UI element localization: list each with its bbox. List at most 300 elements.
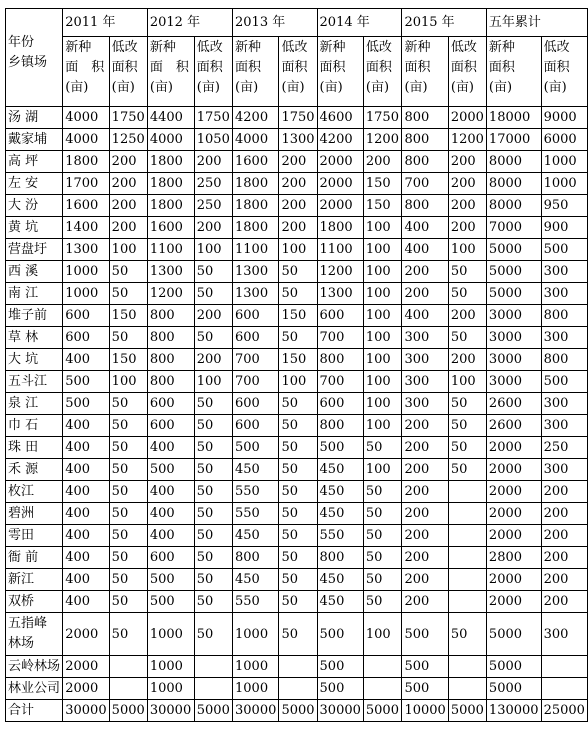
- low-area-cell: 1300: [279, 129, 317, 151]
- table-row: [6, 217, 588, 239]
- new-area-cell: 1000: [147, 613, 194, 656]
- new-area-cell: 200: [402, 569, 448, 591]
- low-area-cell: 200: [541, 569, 587, 591]
- new-area-cell: 30000: [233, 700, 279, 722]
- new-area-cell: 5000: [486, 656, 541, 678]
- low-area-cell: 200: [109, 151, 147, 173]
- low-area-cell: 50: [448, 393, 486, 415]
- low-area-cell: 50: [448, 327, 486, 349]
- new-area-cell: 400: [402, 239, 448, 261]
- low-area-cell: [448, 503, 486, 525]
- low-area-cell: 25000: [541, 700, 587, 722]
- low-area-cell: 200: [109, 217, 147, 239]
- table-row: [6, 393, 588, 415]
- new-area-cell: 600: [233, 415, 279, 437]
- new-area-cell: 400: [63, 503, 109, 525]
- low-area-cell: 200: [448, 173, 486, 195]
- new-area-cell: 2000: [486, 525, 541, 547]
- low-area-cell: 50: [279, 261, 317, 283]
- new-area-cell: 600: [63, 305, 109, 327]
- new-area-header-text: 新种 面 积 (亩): [65, 40, 105, 95]
- table-row: [6, 305, 588, 327]
- low-area-cell: 50: [109, 503, 147, 525]
- new-area-cell: 550: [317, 525, 363, 547]
- low-area-cell: [448, 656, 486, 678]
- table-row: [6, 503, 588, 525]
- new-area-cell: 500: [402, 656, 448, 678]
- new-area-cell: 700: [233, 349, 279, 371]
- new-area-cell: 200: [402, 261, 448, 283]
- low-area-cell: 100: [363, 613, 402, 656]
- low-area-cell: 50: [279, 393, 317, 415]
- town-name-cell: 巾 石: [6, 415, 63, 437]
- new-area-cell: 1100: [233, 239, 279, 261]
- table-row: [6, 195, 588, 217]
- new-area-cell: 2000: [486, 459, 541, 481]
- town-name-cell: 合计: [6, 700, 63, 722]
- new-area-header: [233, 37, 279, 107]
- new-area-cell: 700: [317, 327, 363, 349]
- new-area-header: [63, 37, 109, 107]
- town-name-cell: 左 安: [6, 173, 63, 195]
- table-row: [6, 591, 588, 613]
- low-area-cell: 50: [363, 503, 402, 525]
- new-area-cell: 2000: [317, 195, 363, 217]
- new-area-cell: 700: [233, 371, 279, 393]
- town-name-cell: 西 溪: [6, 261, 63, 283]
- new-area-cell: 800: [147, 327, 194, 349]
- new-area-cell: 450: [317, 481, 363, 503]
- new-area-cell: 800: [147, 371, 194, 393]
- new-area-cell: 2600: [486, 393, 541, 415]
- low-area-cell: 50: [194, 613, 232, 656]
- new-area-cell: 30000: [317, 700, 363, 722]
- low-area-cell: 250: [194, 195, 232, 217]
- low-area-cell: 50: [194, 283, 232, 305]
- low-area-cell: 500: [541, 371, 587, 393]
- new-area-cell: 30000: [63, 700, 109, 722]
- new-area-cell: 4000: [147, 129, 194, 151]
- low-area-cell: 100: [109, 371, 147, 393]
- low-area-header-text: 低改 面积 (亩): [450, 40, 477, 95]
- low-area-cell: 300: [541, 261, 587, 283]
- low-area-cell: 1250: [109, 129, 147, 151]
- low-area-cell: 800: [541, 349, 587, 371]
- new-area-cell: 5000: [486, 678, 541, 700]
- new-area-header-text: 新种 面积 (亩): [404, 40, 431, 95]
- new-area-cell: 400: [402, 305, 448, 327]
- table-row: [6, 678, 588, 700]
- new-area-cell: 400: [63, 569, 109, 591]
- new-area-cell: 1000: [147, 656, 194, 678]
- low-area-cell: 500: [541, 239, 587, 261]
- new-area-cell: 8000: [486, 173, 541, 195]
- low-area-cell: 50: [109, 437, 147, 459]
- new-area-cell: 450: [233, 569, 279, 591]
- new-area-cell: 5000: [486, 261, 541, 283]
- town-name-cell: 珠 田: [6, 437, 63, 459]
- low-area-cell: 5000: [363, 700, 402, 722]
- low-area-cell: 5000: [448, 700, 486, 722]
- new-area-cell: 4200: [317, 129, 363, 151]
- table-row: [6, 283, 588, 305]
- new-area-cell: 800: [317, 547, 363, 569]
- new-area-cell: 1800: [233, 195, 279, 217]
- low-area-cell: 200: [448, 151, 486, 173]
- low-area-cell: [448, 678, 486, 700]
- low-area-cell: [448, 591, 486, 613]
- table-row: [6, 569, 588, 591]
- town-name-cell: 南 江: [6, 283, 63, 305]
- low-area-cell: 100: [363, 305, 402, 327]
- table-row: [6, 459, 588, 481]
- new-area-cell: 600: [233, 305, 279, 327]
- low-area-cell: 200: [541, 547, 587, 569]
- new-area-cell: 450: [317, 569, 363, 591]
- new-area-cell: 200: [402, 459, 448, 481]
- new-area-cell: 300: [402, 327, 448, 349]
- low-area-cell: 5000: [109, 700, 147, 722]
- low-area-cell: 50: [109, 569, 147, 591]
- table-row: [6, 525, 588, 547]
- new-area-cell: 800: [402, 129, 448, 151]
- year-2012-header: 2012 年: [147, 9, 232, 37]
- low-area-cell: 200: [194, 217, 232, 239]
- new-area-cell: 200: [402, 503, 448, 525]
- low-area-cell: 50: [109, 481, 147, 503]
- new-area-cell: 400: [147, 437, 194, 459]
- town-name-cell: 衙 前: [6, 547, 63, 569]
- table-row: [6, 700, 588, 722]
- table-body: [6, 107, 588, 722]
- low-area-cell: 50: [109, 261, 147, 283]
- low-area-cell: 100: [363, 371, 402, 393]
- new-area-cell: 400: [63, 525, 109, 547]
- town-name-cell: 草 林: [6, 327, 63, 349]
- new-area-header: [486, 37, 541, 107]
- town-name-cell: 枚江: [6, 481, 63, 503]
- low-area-cell: 50: [194, 393, 232, 415]
- low-area-cell: 50: [363, 481, 402, 503]
- low-area-cell: 50: [363, 591, 402, 613]
- low-area-cell: 50: [194, 503, 232, 525]
- new-area-cell: 1000: [233, 656, 279, 678]
- low-area-cell: 1050: [194, 129, 232, 151]
- new-area-cell: 5000: [486, 613, 541, 656]
- year-2013-header: 2013 年: [233, 9, 318, 37]
- low-area-cell: 2000: [448, 107, 486, 129]
- new-area-header-text: 新种 面 积 (亩): [149, 40, 189, 95]
- new-area-cell: 4600: [317, 107, 363, 129]
- new-area-cell: 1700: [63, 173, 109, 195]
- new-area-cell: 400: [63, 349, 109, 371]
- low-area-cell: 200: [448, 195, 486, 217]
- low-area-cell: 200: [194, 151, 232, 173]
- new-area-cell: 600: [317, 305, 363, 327]
- table-row: [6, 349, 588, 371]
- new-area-cell: 200: [402, 525, 448, 547]
- low-area-cell: 200: [541, 525, 587, 547]
- low-area-cell: 150: [109, 349, 147, 371]
- new-area-cell: 800: [233, 547, 279, 569]
- low-area-cell: 50: [109, 415, 147, 437]
- low-area-cell: 100: [194, 239, 232, 261]
- new-area-cell: 1000: [63, 283, 109, 305]
- low-area-header: [109, 37, 147, 107]
- new-area-cell: 1800: [63, 151, 109, 173]
- year-2015-header: 2015 年: [402, 9, 486, 37]
- low-area-cell: 1200: [448, 129, 486, 151]
- new-area-cell: 1800: [233, 173, 279, 195]
- low-area-cell: [109, 678, 147, 700]
- low-area-cell: 50: [279, 283, 317, 305]
- low-area-cell: 1750: [279, 107, 317, 129]
- new-area-cell: 400: [63, 547, 109, 569]
- new-area-cell: 500: [63, 371, 109, 393]
- low-area-cell: 150: [279, 349, 317, 371]
- low-area-cell: [363, 656, 402, 678]
- low-area-cell: 50: [448, 261, 486, 283]
- new-area-cell: 18000: [486, 107, 541, 129]
- low-area-cell: 100: [363, 217, 402, 239]
- low-area-cell: 6000: [541, 129, 587, 151]
- new-area-cell: 800: [147, 305, 194, 327]
- new-area-cell: 2000: [486, 437, 541, 459]
- corner-header: [6, 9, 63, 107]
- low-area-cell: 200: [279, 195, 317, 217]
- new-area-cell: 500: [317, 613, 363, 656]
- low-area-cell: 100: [363, 327, 402, 349]
- low-area-cell: 50: [194, 591, 232, 613]
- new-area-cell: 1200: [317, 261, 363, 283]
- low-area-cell: 200: [279, 173, 317, 195]
- town-name-cell: 云岭林场: [6, 656, 63, 678]
- low-area-cell: 100: [279, 239, 317, 261]
- new-area-cell: 200: [402, 481, 448, 503]
- low-area-cell: 50: [279, 503, 317, 525]
- low-area-cell: 50: [279, 459, 317, 481]
- new-area-cell: 2000: [317, 151, 363, 173]
- table-row: [6, 437, 588, 459]
- low-area-header-text: 低改 面积 (亩): [111, 40, 138, 95]
- new-area-cell: 800: [402, 107, 448, 129]
- new-area-cell: 450: [317, 503, 363, 525]
- low-area-cell: 100: [363, 239, 402, 261]
- new-area-cell: 300: [402, 393, 448, 415]
- low-area-cell: 200: [448, 305, 486, 327]
- town-name-cell: 碧洲: [6, 503, 63, 525]
- new-area-cell: 500: [233, 437, 279, 459]
- new-area-cell: 550: [233, 503, 279, 525]
- town-name-cell: 大 汾: [6, 195, 63, 217]
- new-area-cell: 1600: [147, 217, 194, 239]
- low-area-header: [363, 37, 402, 107]
- town-name-cell: 营盘圩: [6, 239, 63, 261]
- low-area-cell: 900: [541, 217, 587, 239]
- new-area-cell: 1100: [147, 239, 194, 261]
- low-area-cell: 200: [194, 305, 232, 327]
- low-area-cell: 50: [109, 525, 147, 547]
- table-row: [6, 129, 588, 151]
- low-area-cell: 1750: [109, 107, 147, 129]
- new-area-cell: 5000: [486, 283, 541, 305]
- new-area-cell: 450: [317, 591, 363, 613]
- low-area-cell: [194, 678, 232, 700]
- low-area-cell: 950: [541, 195, 587, 217]
- low-area-cell: 5000: [279, 700, 317, 722]
- low-area-cell: 200: [279, 151, 317, 173]
- town-name-cell: 五指峰 林场: [6, 613, 63, 656]
- new-area-cell: 800: [147, 349, 194, 371]
- new-area-cell: 200: [402, 283, 448, 305]
- low-area-cell: 100: [109, 239, 147, 261]
- new-area-cell: 200: [402, 591, 448, 613]
- new-area-cell: 4000: [63, 107, 109, 129]
- low-area-cell: 100: [279, 371, 317, 393]
- table-row: [6, 371, 588, 393]
- new-area-cell: 2000: [63, 613, 109, 656]
- low-area-header-text: 低改 面积 (亩): [196, 40, 223, 95]
- new-area-cell: 400: [63, 459, 109, 481]
- new-area-cell: 700: [317, 371, 363, 393]
- table-row: [6, 327, 588, 349]
- new-area-cell: 1300: [233, 283, 279, 305]
- corner-header-text: 年份 乡镇场: [8, 35, 48, 70]
- low-area-cell: 50: [194, 415, 232, 437]
- new-area-cell: 7000: [486, 217, 541, 239]
- low-area-cell: 50: [279, 569, 317, 591]
- new-area-cell: 550: [233, 591, 279, 613]
- town-name-cell: 大 坑: [6, 349, 63, 371]
- new-area-cell: 10000: [402, 700, 448, 722]
- new-area-cell: 600: [63, 327, 109, 349]
- new-area-cell: 600: [147, 393, 194, 415]
- new-area-cell: 8000: [486, 195, 541, 217]
- table-row: [6, 415, 588, 437]
- new-area-cell: 500: [63, 393, 109, 415]
- low-area-cell: 50: [194, 459, 232, 481]
- low-area-cell: [109, 656, 147, 678]
- new-area-cell: 3000: [486, 305, 541, 327]
- low-area-header: [279, 37, 317, 107]
- new-area-cell: 2000: [317, 173, 363, 195]
- new-area-cell: 2000: [486, 481, 541, 503]
- new-area-cell: 1600: [233, 151, 279, 173]
- low-area-cell: 50: [363, 525, 402, 547]
- town-name-cell: 戴家埔: [6, 129, 63, 151]
- new-area-cell: 400: [402, 217, 448, 239]
- town-name-cell: 堆子前: [6, 305, 63, 327]
- table-row: [6, 656, 588, 678]
- low-area-header: [194, 37, 232, 107]
- new-area-cell: 400: [63, 415, 109, 437]
- low-area-cell: 50: [109, 393, 147, 415]
- new-area-cell: 2000: [63, 678, 109, 700]
- new-area-cell: 500: [402, 678, 448, 700]
- low-area-cell: 200: [541, 503, 587, 525]
- new-area-cell: 2000: [486, 591, 541, 613]
- town-name-cell: 汤 湖: [6, 107, 63, 129]
- new-area-cell: 3000: [486, 327, 541, 349]
- low-area-cell: 50: [279, 613, 317, 656]
- new-area-cell: 500: [147, 459, 194, 481]
- new-area-cell: 2000: [486, 503, 541, 525]
- low-area-cell: 200: [279, 217, 317, 239]
- low-area-cell: 50: [448, 613, 486, 656]
- new-area-cell: 400: [63, 591, 109, 613]
- year-2011-header: 2011 年: [63, 9, 148, 37]
- five-year-total-header: 五年累计: [486, 9, 587, 37]
- new-area-cell: 3000: [486, 349, 541, 371]
- low-area-cell: [448, 569, 486, 591]
- new-area-cell: 1400: [63, 217, 109, 239]
- new-area-header-text: 新种 面积 (亩): [319, 40, 346, 95]
- new-area-cell: 200: [402, 437, 448, 459]
- low-area-cell: 100: [363, 415, 402, 437]
- new-area-cell: 500: [317, 437, 363, 459]
- town-name-cell: 禾 源: [6, 459, 63, 481]
- low-area-cell: 250: [541, 437, 587, 459]
- low-area-cell: 1750: [363, 107, 402, 129]
- low-area-cell: 50: [279, 415, 317, 437]
- new-area-cell: 1000: [233, 678, 279, 700]
- table-row: [6, 261, 588, 283]
- new-area-cell: 1800: [147, 195, 194, 217]
- new-area-cell: 600: [317, 393, 363, 415]
- low-area-cell: 100: [194, 371, 232, 393]
- low-area-cell: 800: [541, 305, 587, 327]
- low-area-cell: 150: [109, 305, 147, 327]
- low-area-cell: [541, 656, 587, 678]
- new-area-cell: 2000: [486, 569, 541, 591]
- low-area-cell: 100: [363, 459, 402, 481]
- low-area-cell: [448, 481, 486, 503]
- low-area-header: [448, 37, 486, 107]
- new-area-cell: 600: [147, 547, 194, 569]
- new-area-cell: 1800: [317, 217, 363, 239]
- new-area-cell: 500: [402, 613, 448, 656]
- low-area-cell: 50: [194, 437, 232, 459]
- low-area-cell: 50: [109, 327, 147, 349]
- new-area-cell: 1300: [233, 261, 279, 283]
- low-area-cell: 250: [194, 173, 232, 195]
- low-area-cell: [363, 678, 402, 700]
- table-row: [6, 239, 588, 261]
- low-area-cell: [448, 547, 486, 569]
- low-area-cell: 50: [109, 613, 147, 656]
- low-area-cell: 100: [363, 349, 402, 371]
- new-area-cell: 600: [233, 327, 279, 349]
- new-area-cell: 30000: [147, 700, 194, 722]
- low-area-cell: 200: [448, 349, 486, 371]
- low-area-cell: 200: [448, 217, 486, 239]
- town-name-cell: 高 坪: [6, 151, 63, 173]
- low-area-cell: 300: [541, 283, 587, 305]
- low-area-cell: 300: [541, 459, 587, 481]
- low-area-cell: 100: [448, 371, 486, 393]
- new-area-cell: 500: [317, 678, 363, 700]
- new-area-header-text: 新种 面积 (亩): [488, 40, 515, 95]
- low-area-cell: 300: [541, 415, 587, 437]
- low-area-header-text: 低改 面积 (亩): [543, 40, 570, 95]
- table-row: [6, 547, 588, 569]
- new-area-cell: 400: [147, 525, 194, 547]
- new-area-cell: 4000: [63, 129, 109, 151]
- low-area-cell: [279, 678, 317, 700]
- low-area-cell: 50: [448, 459, 486, 481]
- new-area-cell: 4200: [233, 107, 279, 129]
- town-name-cell: 黄 坑: [6, 217, 63, 239]
